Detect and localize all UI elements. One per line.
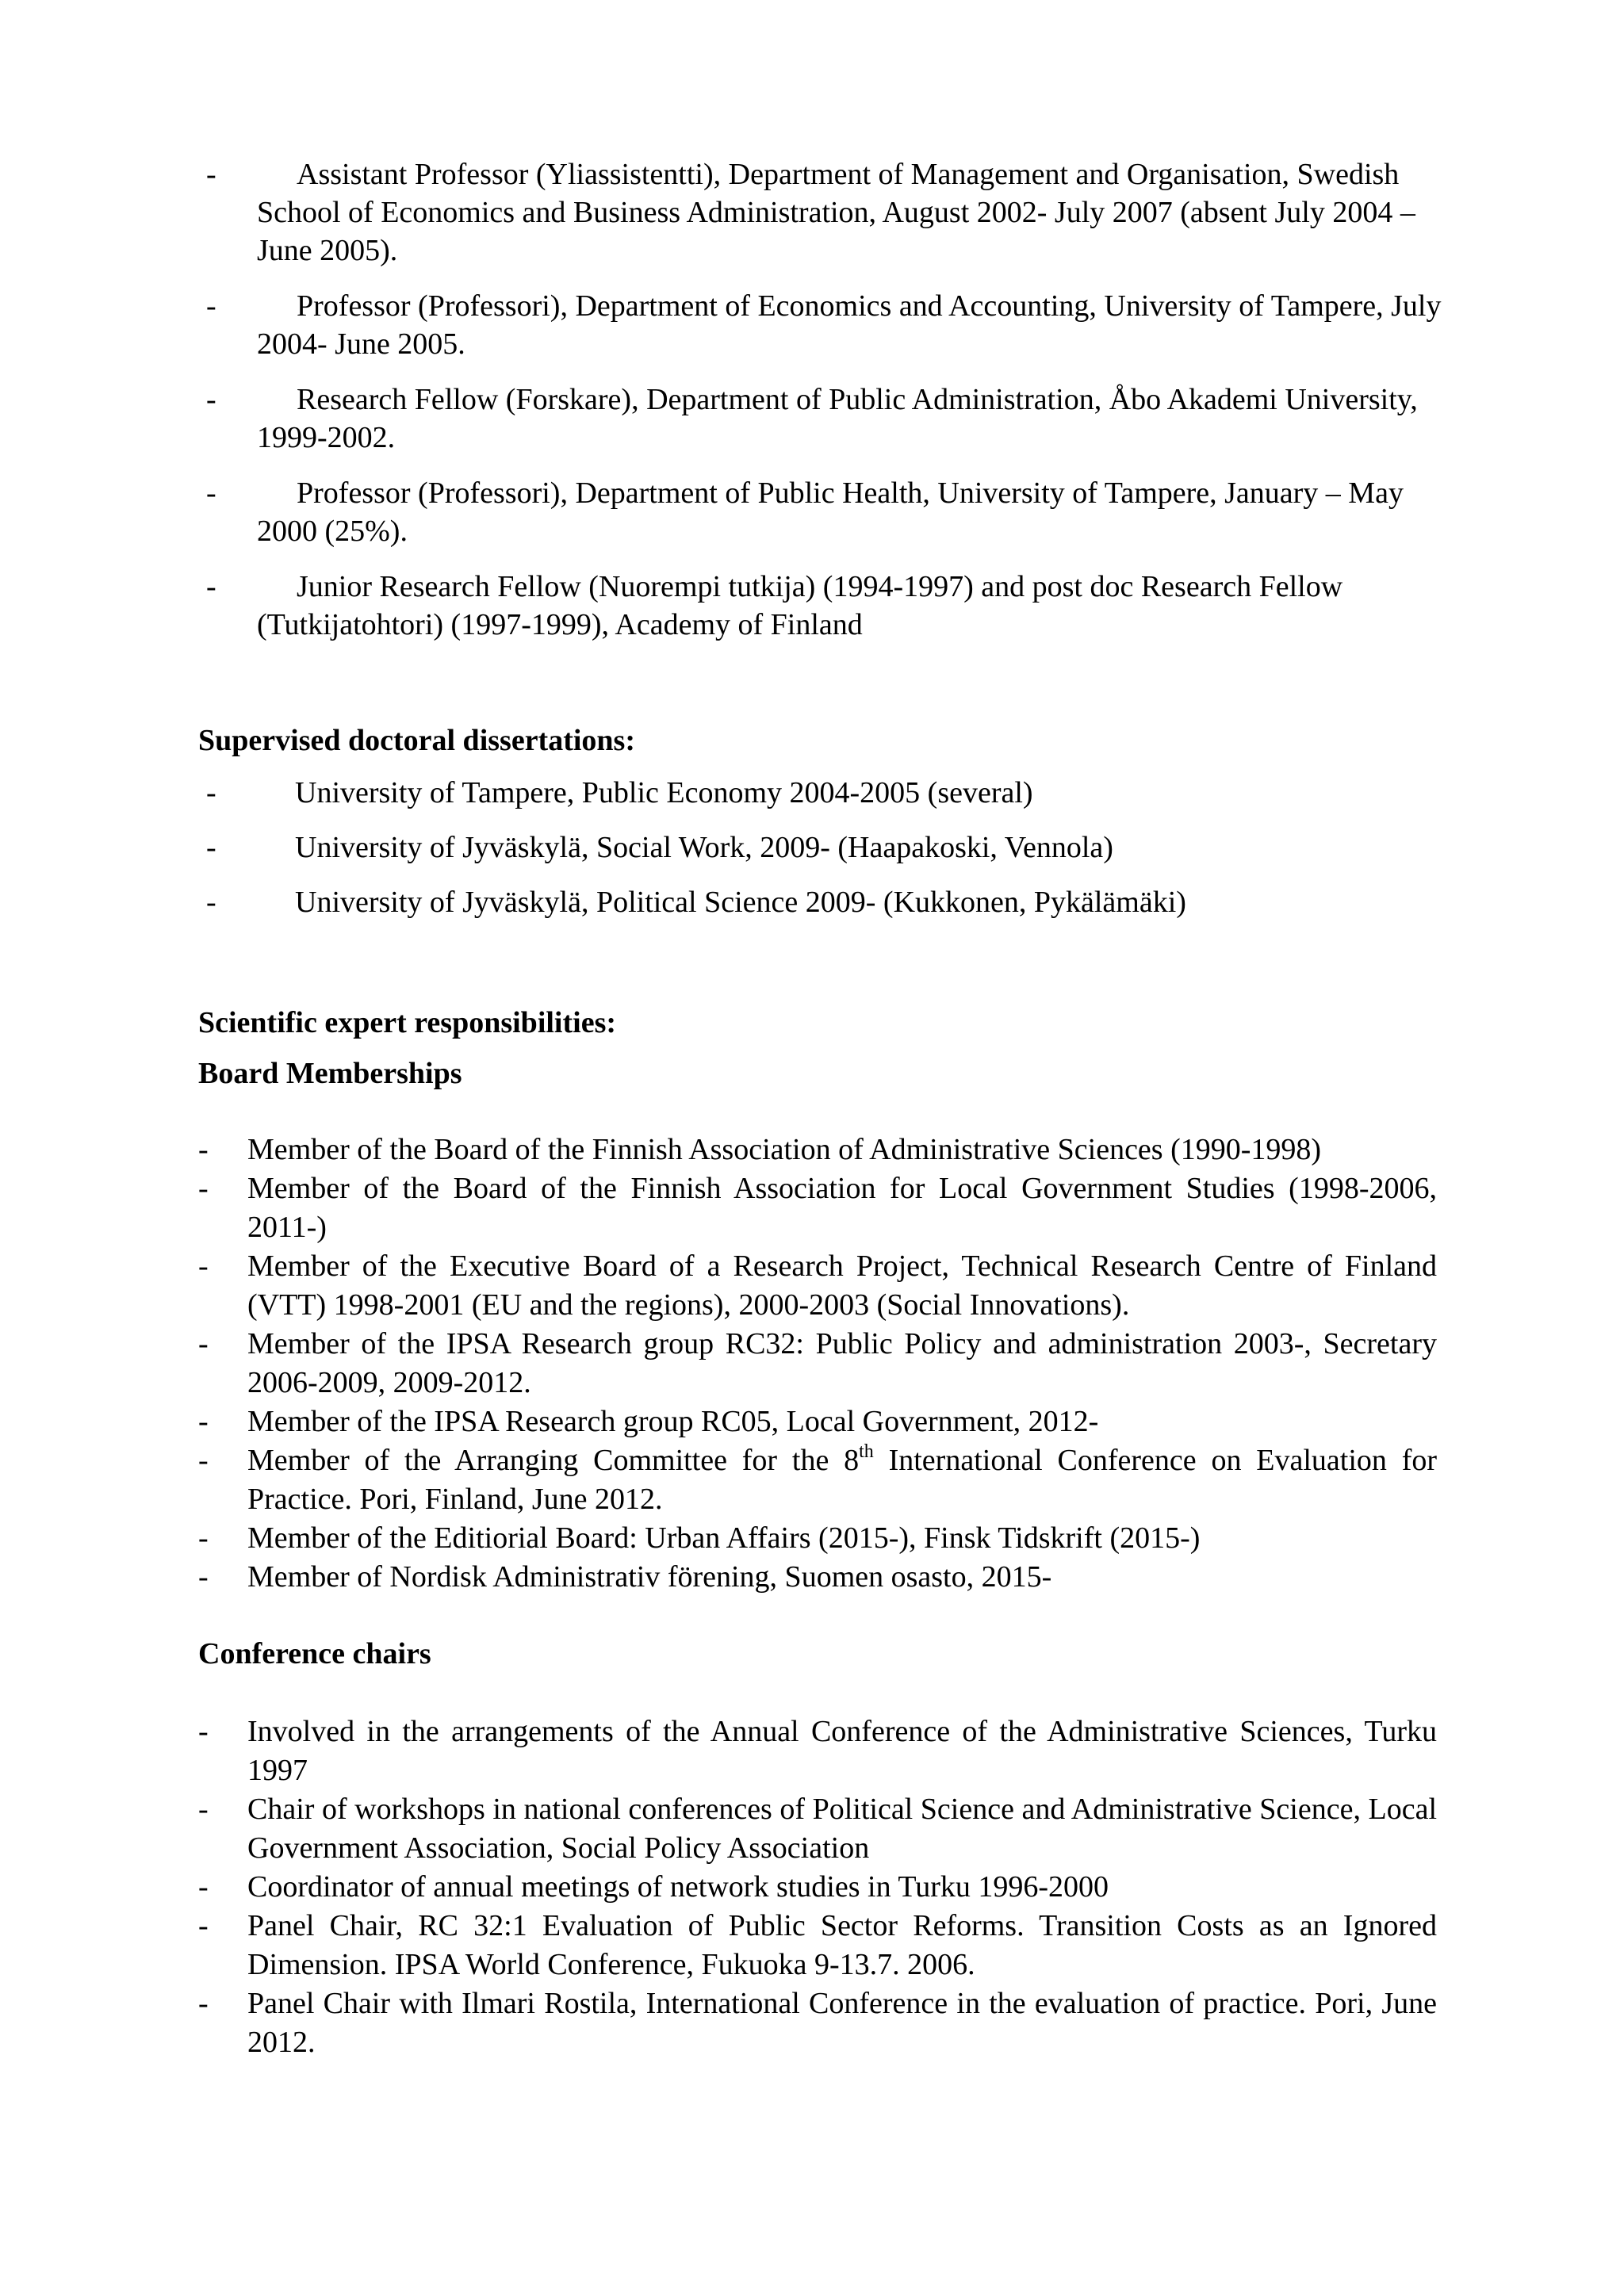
list-dash: - — [198, 1715, 209, 1748]
list-item — [206, 381, 1443, 457]
list-item — [198, 1558, 1437, 1597]
conference-chairs-list — [198, 1712, 1437, 2062]
list-item — [198, 1712, 1437, 1790]
list-item-text: Member of the Editiorial Board: Urban Affairs (2015-), Finsk Tidskrift (2015-) — [247, 1521, 1201, 1555]
list-item-text: Member of Nordisk Administrativ förening, Suomen osasto, 2015- — [247, 1560, 1052, 1594]
conference-chairs-heading: Conference chairs — [198, 1637, 431, 1670]
list-item — [198, 1519, 1437, 1558]
list-item — [206, 774, 1443, 812]
list-item-text: Coordinator of annual meetings of network studies in Turku 1996-2000 — [247, 1870, 1109, 1904]
list-dash: - — [206, 831, 216, 864]
list-dash: - — [206, 476, 216, 510]
board-memberships-list — [198, 1131, 1437, 1597]
supervised-heading: Supervised doctoral dissertations: — [198, 724, 635, 757]
list-dash: - — [206, 158, 216, 191]
list-item — [206, 287, 1443, 363]
positions-list — [206, 155, 1443, 661]
list-item-text: University of Jyväskylä, Political Science 2009- (Kukkonen, Pykälämäki) — [295, 886, 1186, 919]
board-memberships-heading: Board Memberships — [198, 1057, 462, 1090]
list-dash: - — [198, 1521, 209, 1555]
list-dash: - — [206, 886, 216, 919]
list-dash: - — [198, 1560, 209, 1594]
list-item-text: University of Jyväskylä, Social Work, 2009- (Haapakoski, Vennola) — [295, 831, 1113, 864]
list-dash: - — [198, 1870, 209, 1904]
list-item — [198, 1868, 1437, 1907]
list-dash: - — [206, 570, 216, 603]
list-dash: - — [206, 383, 216, 416]
list-item-text: Professor (Professori), Department of Public Health, University of Tampere, January – May 2000 (25%). — [257, 476, 1404, 548]
list-item — [206, 155, 1443, 270]
text-part: Member of the Arranging Committee for the 8 — [247, 1444, 860, 1477]
list-dash: - — [198, 1133, 209, 1166]
list-item-text: Panel Chair, RC 32:1 Evaluation of Public Sector Reforms. Transition Costs as an Ignored Dimension. IPSA World Conference, Fukuoka 9-13.7. 2006. — [247, 1909, 1437, 1981]
list-item-text: Member of the Executive Board of a Research Project, Technical Research Centre of Finland (VTT) 1998-2001 (EU and the regions), 2000-2003 (Social Innovations). — [247, 1249, 1437, 1322]
list-item-text: Research Fellow (Forskare), Department of Public Administration, Åbo Akademi University, 1999-2002. — [257, 383, 1418, 454]
list-item — [206, 568, 1443, 644]
list-item — [198, 1325, 1437, 1402]
list-dash: - — [198, 1327, 209, 1360]
list-item-text: University of Tampere, Public Economy 2004-2005 (several) — [295, 776, 1033, 809]
list-item — [198, 1131, 1437, 1169]
list-item-text: Member of the Board of the Finnish Association of Administrative Sciences (1990-1998) — [247, 1133, 1322, 1166]
list-item — [198, 1907, 1437, 1984]
text-part: International Conference on Evaluation for Practice. Pori, Finland, June 2012. — [247, 1444, 1437, 1516]
supervised-list — [206, 774, 1443, 938]
list-dash: - — [198, 1909, 209, 1942]
list-item — [198, 1247, 1437, 1325]
list-item — [198, 1169, 1437, 1247]
list-item — [206, 474, 1443, 550]
list-item-text: Assistant Professor (Yliassistentti), Department of Management and Organisation, Swedish School of Economics and Business Administration, August 2002- July 2007 (absent July 2004 – June 2005). — [257, 158, 1415, 267]
list-item-text: Member of the IPSA Research group RC05, Local Government, 2012- — [247, 1405, 1099, 1438]
list-item — [198, 1790, 1437, 1868]
list-dash: - — [198, 1172, 209, 1205]
list-item-text: Member of the IPSA Research group RC32: Public Policy and administration 2003-, Secretary 2006-2009, 2009-2012. — [247, 1327, 1437, 1399]
list-item — [198, 1984, 1437, 2062]
list-item-text: Involved in the arrangements of the Annual Conference of the Administrative Sciences, Turku 1997 — [247, 1715, 1437, 1787]
expert-heading: Scientific expert responsibilities: — [198, 1006, 617, 1039]
list-dash: - — [206, 776, 216, 809]
list-dash: - — [198, 1405, 209, 1438]
list-dash: - — [198, 1987, 209, 2020]
list-item-text: Professor (Professori), Department of Economics and Accounting, University of Tampere, July 2004- June 2005. — [257, 289, 1442, 361]
list-item-text: Member of the Board of the Finnish Association for Local Government Studies (1998-2006, 2011-) — [247, 1172, 1437, 1244]
list-dash: - — [198, 1444, 209, 1477]
list-dash: - — [198, 1249, 209, 1283]
list-item-text: Junior Research Fellow (Nuorempi tutkija) (1994-1997) and post doc Research Fellow (Tutkijatohtori) (1997-1999), Academy of Finland — [257, 570, 1343, 641]
list-item — [198, 1402, 1437, 1441]
list-item-text: Chair of workshops in national conferences of Political Science and Administrative Science, Local Government Association, Social Policy Association — [247, 1793, 1437, 1865]
list-item-text: Panel Chair with Ilmari Rostila, International Conference in the evaluation of practice. Pori, June 2012. — [247, 1987, 1437, 2059]
list-item-text — [247, 1441, 1437, 1516]
list-item — [206, 828, 1443, 867]
list-dash: - — [198, 1793, 209, 1826]
list-item — [198, 1441, 1437, 1519]
list-dash: - — [206, 289, 216, 323]
ordinal-superscript: th — [859, 1441, 874, 1462]
list-item — [206, 883, 1443, 921]
